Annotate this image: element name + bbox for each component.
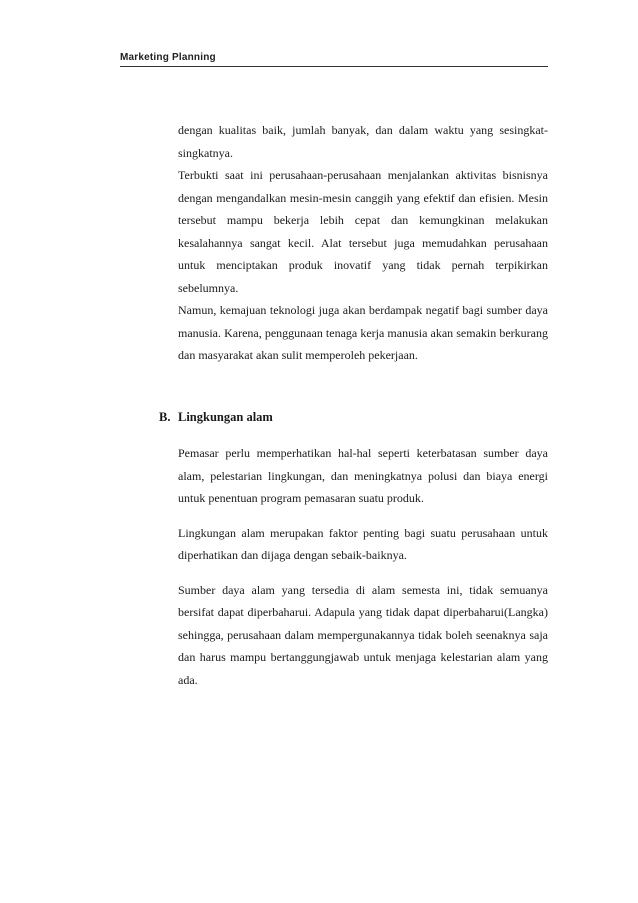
page-header xyxy=(120,51,548,67)
paragraph: Pemasar perlu memperhatikan hal-hal seperti keterbatasan sumber daya alam, pelestarian lingkungan, dan meningkatnya polusi dan biaya energi untuk penentuan program pemasaran suatu produk. xyxy=(178,446,548,505)
paragraph: Terbukti saat ini perusahaan-perusahaan menjalankan aktivitas bisnisnya dengan mengandalkan mesin-mesin canggih yang efektif dan efisien. Mesin tersebut mampu bekerja lebih cepat dan kemungkinan melakukan kesalahannya sangat kecil. Alat tersebut juga memudahkan perusahaan untuk menciptakan produk inovatif yang tidak pernah terpikirkan sebelumnya. xyxy=(178,168,548,295)
section-title: Lingkungan alam xyxy=(178,410,273,424)
section-letter: B. xyxy=(159,410,171,424)
paragraph: Sumber daya alam yang tersedia di alam semesta ini, tidak semuanya bersifat dapat diperbaharui. Adapula yang tidak dapat diperbaharui(Langka) sehingga, perusahaan dalam mempergunakannya tidak boleh seenaknya saja dan harus mampu bertanggungjawab untuk menjaga kelestarian alam yang ada. xyxy=(178,582,548,687)
body-text-section xyxy=(178,442,548,703)
body-text-top xyxy=(178,119,548,367)
section-heading xyxy=(159,406,548,428)
paragraph: Lingkungan alam merupakan faktor penting bagi suatu perusahaan untuk diperhatikan dan dijaga dengan sebaik-baiknya. xyxy=(178,525,548,562)
paragraph: dengan kualitas baik, jumlah banyak, dan dalam waktu yang sesingkat-singkatnya. xyxy=(178,123,548,160)
header-title: Marketing Planning xyxy=(120,52,216,63)
paragraph: Namun, kemajuan teknologi juga akan berdampak negatif bagi sumber daya manusia. Karena, penggunaan tenaga kerja manusia akan semakin berkurang dan masyarakat akan sulit memperoleh pekerjaan. xyxy=(178,303,548,362)
